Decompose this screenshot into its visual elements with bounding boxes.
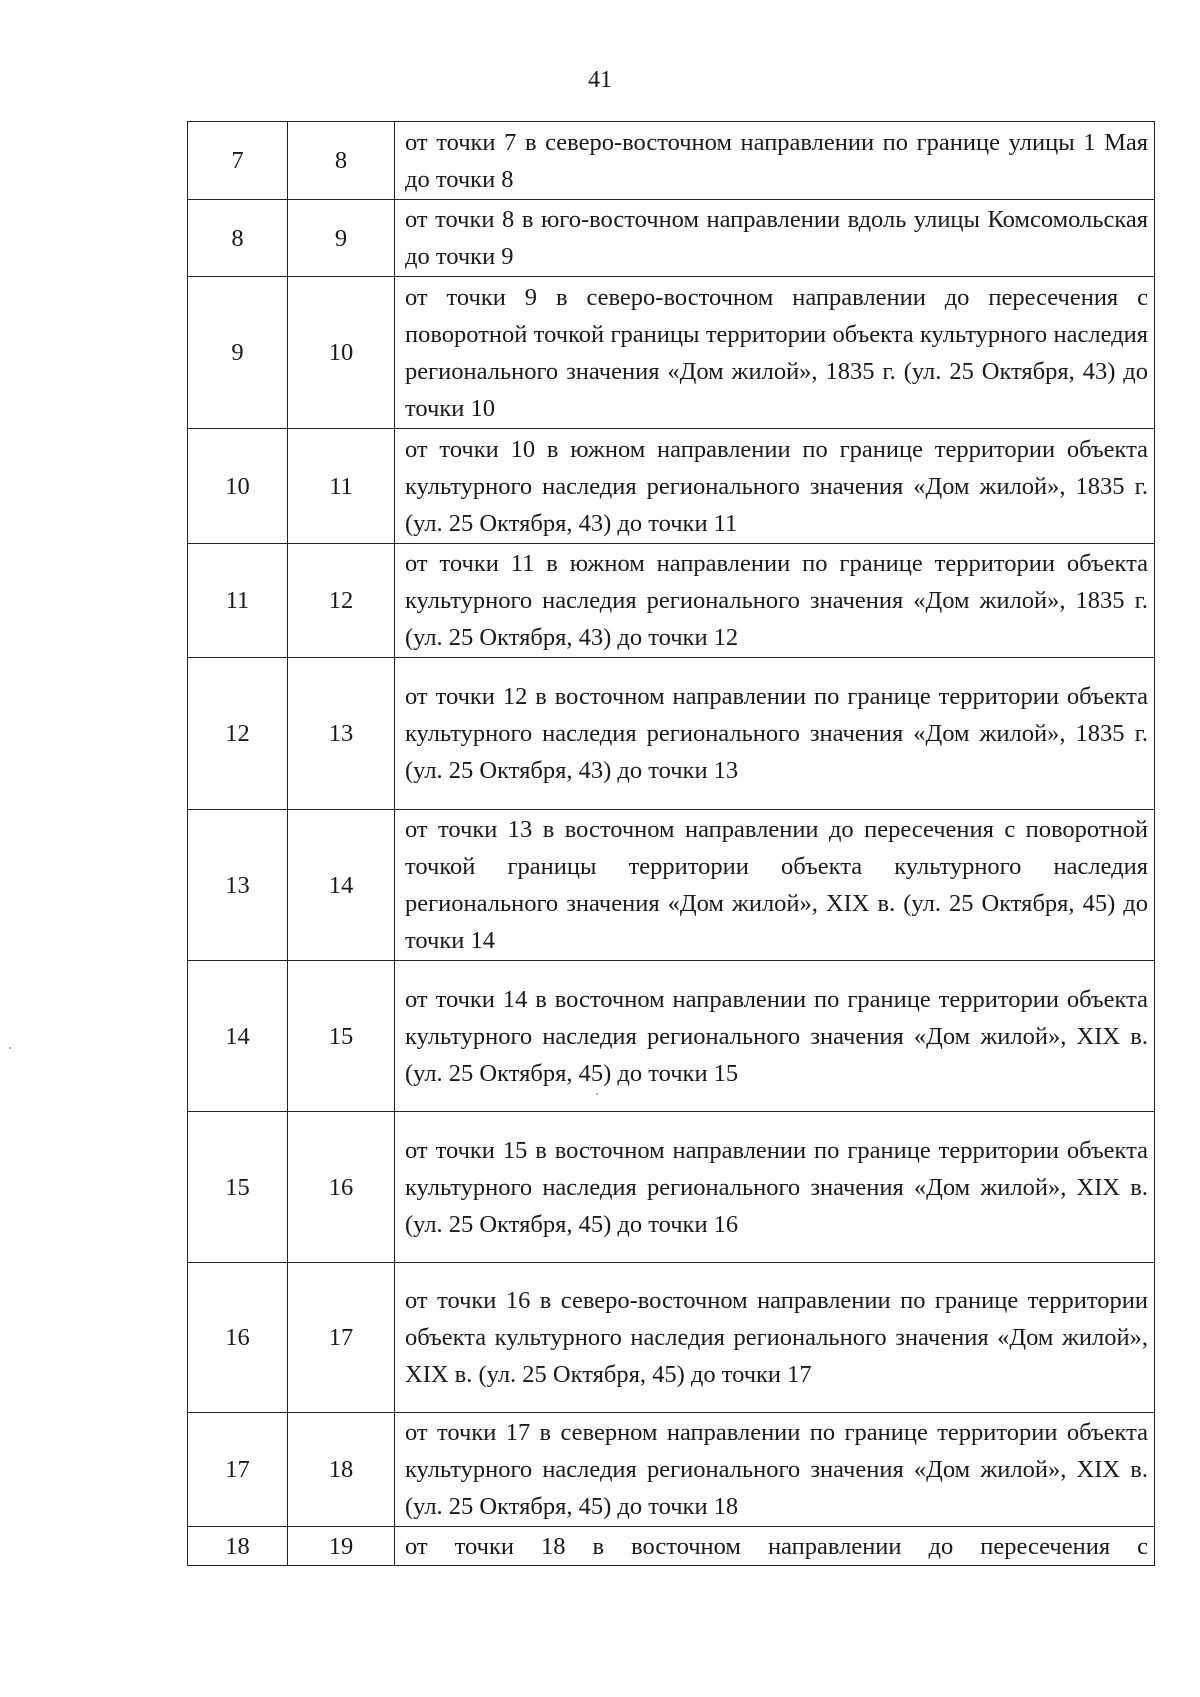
description-cell: от точки 15 в восточном направлении по границе территории объекта культурного наследия регионального значения «Дом жилой», XIX в. (ул. 25 Октября, 45) до точки 16 (395, 1112, 1155, 1263)
table-row (188, 658, 1155, 810)
from-point-cell: 7 (188, 122, 288, 200)
from-point-cell: 10 (188, 429, 288, 544)
table-row (188, 1112, 1155, 1263)
to-point-cell: 18 (288, 1413, 395, 1527)
page-number: 41 (588, 67, 612, 93)
scan-speck (9, 1047, 11, 1049)
to-point-cell: 14 (288, 810, 395, 961)
description-cell: от точки 8 в юго-восточном направлении вдоль улицы Комсомольская до точки 9 (395, 200, 1155, 277)
from-point-cell: 13 (188, 810, 288, 961)
description-cell: от точки 13 в восточном направлении до пересечения с поворотной точкой границы территории объекта культурного наследия регионального значения «Дом жилой», XIX в. (ул. 25 Октября, 45) до точки 14 (395, 810, 1155, 961)
from-point-cell: 14 (188, 961, 288, 1112)
to-point-cell: 12 (288, 544, 395, 658)
table-row (188, 122, 1155, 200)
table-row (188, 961, 1155, 1112)
table-row (188, 200, 1155, 277)
from-point-cell: 17 (188, 1413, 288, 1527)
from-point-cell: 15 (188, 1112, 288, 1263)
table-row (188, 1263, 1155, 1413)
from-point-cell: 11 (188, 544, 288, 658)
description-cell: от точки 18 в восточном направлении до пересечения с (395, 1527, 1155, 1566)
description-cell: от точки 10 в южном направлении по границе территории объекта культурного наследия регионального значения «Дом жилой», 1835 г. (ул. 25 Октября, 43) до точки 11 (395, 429, 1155, 544)
to-point-cell: 13 (288, 658, 395, 810)
to-point-cell: 9 (288, 200, 395, 277)
description-cell: от точки 16 в северо-восточном направлении по границе территории объекта культурного наследия регионального значения «Дом жилой», XIX в. (ул. 25 Октября, 45) до точки 17 (395, 1263, 1155, 1413)
to-point-cell: 19 (288, 1527, 395, 1566)
from-point-cell: 18 (188, 1527, 288, 1566)
to-point-cell: 11 (288, 429, 395, 544)
scan-speck (596, 1093, 598, 1095)
from-point-cell: 9 (188, 277, 288, 429)
description-cell: от точки 12 в восточном направлении по границе территории объекта культурного наследия регионального значения «Дом жилой», 1835 г. (ул. 25 Октября, 43) до точки 13 (395, 658, 1155, 810)
description-cell: от точки 7 в северо-восточном направлении по границе улицы 1 Мая до точки 8 (395, 122, 1155, 200)
to-point-cell: 15 (288, 961, 395, 1112)
to-point-cell: 8 (288, 122, 395, 200)
boundary-table (187, 121, 1155, 1566)
description-cell: от точки 14 в восточном направлении по границе территории объекта культурного наследия регионального значения «Дом жилой», XIX в. (ул. 25 Октября, 45) до точки 15 (395, 961, 1155, 1112)
table-row (188, 810, 1155, 961)
to-point-cell: 10 (288, 277, 395, 429)
from-point-cell: 16 (188, 1263, 288, 1413)
table-row (188, 544, 1155, 658)
to-point-cell: 17 (288, 1263, 395, 1413)
from-point-cell: 8 (188, 200, 288, 277)
description-cell: от точки 11 в южном направлении по границе территории объекта культурного наследия регионального значения «Дом жилой», 1835 г. (ул. 25 Октября, 43) до точки 12 (395, 544, 1155, 658)
to-point-cell: 16 (288, 1112, 395, 1263)
table-row (188, 1413, 1155, 1527)
description-cell: от точки 17 в северном направлении по границе территории объекта культурного наследия регионального значения «Дом жилой», XIX в. (ул. 25 Октября, 45) до точки 18 (395, 1413, 1155, 1527)
table-row (188, 429, 1155, 544)
table-row (188, 1527, 1155, 1566)
description-cell: от точки 9 в северо-восточном направлении до пересечения с поворотной точкой границы территории объекта культурного наследия регионального значения «Дом жилой», 1835 г. (ул. 25 Октября, 43) до точки 10 (395, 277, 1155, 429)
table-row (188, 277, 1155, 429)
from-point-cell: 12 (188, 658, 288, 810)
